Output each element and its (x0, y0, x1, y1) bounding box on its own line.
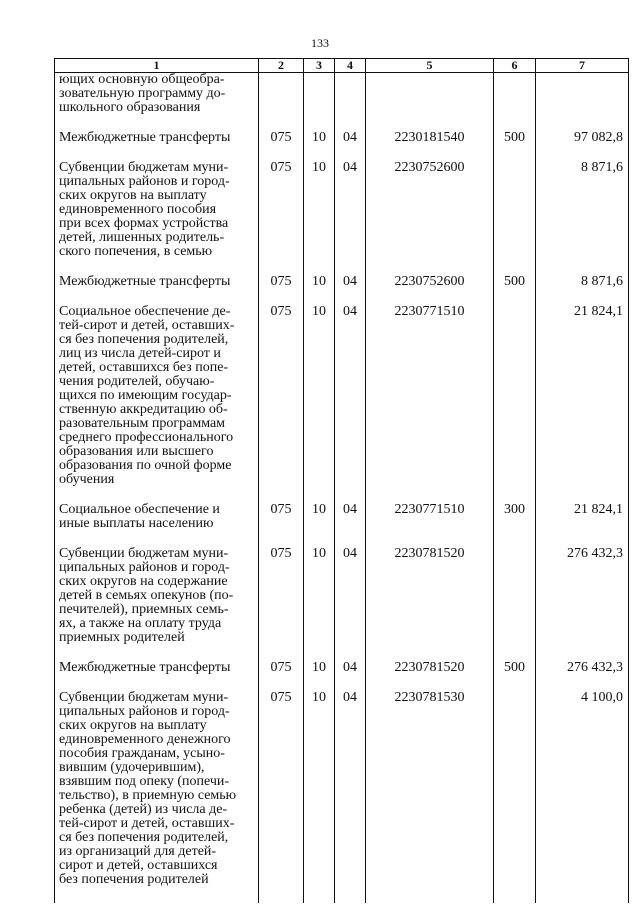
amount-cell: 8 871,6 (536, 161, 629, 275)
section-cell: 10 (304, 305, 335, 503)
ministry-code-cell: 075 (259, 161, 304, 275)
table-row (55, 275, 629, 305)
budget-table (54, 58, 629, 903)
amount-cell: 8 871,6 (536, 275, 629, 305)
target-article-cell: 2230781520 (366, 661, 494, 691)
row-name-cell (55, 161, 259, 275)
amount-cell: 276 432,3 (536, 547, 629, 661)
expense-type-cell: 300 (494, 503, 536, 547)
target-article-cell (366, 73, 494, 132)
column-header-6: 6 (494, 59, 536, 73)
row-name-cell (55, 661, 259, 691)
row-name-cell (55, 691, 259, 903)
subsection-cell: 04 (335, 547, 366, 661)
row-name: Субвенции бюджетам муни- ципальных районов и город- ских округов на содержание детей в семьях опекунов (по- печителей), приемных семь- ях, а также на оплату труда приемных родителей (59, 546, 234, 645)
subsection-cell: 04 (335, 131, 366, 161)
section-cell: 10 (304, 275, 335, 305)
table-row (55, 305, 629, 503)
section-cell: 10 (304, 691, 335, 903)
ministry-code-cell: 075 (259, 305, 304, 503)
expense-type-cell (494, 691, 536, 903)
expense-type-cell: 500 (494, 661, 536, 691)
target-article-cell: 2230752600 (366, 275, 494, 305)
subsection-cell (335, 73, 366, 132)
ministry-code-cell: 075 (259, 547, 304, 661)
amount-cell (536, 73, 629, 132)
row-name: Межбюджетные трансферты (59, 130, 231, 145)
row-name: Социальное обеспечение де- тей-сирот и детей, оставших- ся без попечения родителей, лиц из числа детей-сирот и детей, оставшихся без попе- чения родителей, обучаю- щихся по имеющим государ- ственную аккредитацию об- разовательным программам среднего профессионального образования или высшего образования по очной форме обучения (59, 304, 235, 487)
ministry-code-cell: 075 (259, 691, 304, 903)
amount-cell: 4 100,0 (536, 691, 629, 903)
column-header-4: 4 (335, 59, 366, 73)
table-row (55, 73, 629, 132)
row-name: Субвенции бюджетам муни- ципальных районов и город- ских округов на выплату единовременного денежного пособия гражданам, усыно- вившим (удочерившим), взявшим под опеку (попечи- тельство), в приемную семью ребенка (детей) из числа де- тей-сирот и детей, оставших- ся без попечения родителей, из организаций для детей- сирот и детей, оставшихся без попечения родителей (59, 690, 237, 887)
ministry-code-cell (259, 73, 304, 132)
subsection-cell: 04 (335, 275, 366, 305)
row-name-cell (55, 131, 259, 161)
row-name: ющих основную общеобра- зовательную программу до- школьного образования (59, 72, 226, 115)
table-row (55, 503, 629, 547)
target-article-cell: 2230771510 (366, 305, 494, 503)
section-cell: 10 (304, 661, 335, 691)
column-header-2: 2 (259, 59, 304, 73)
column-header-3: 3 (304, 59, 335, 73)
ministry-code-cell: 075 (259, 275, 304, 305)
subsection-cell: 04 (335, 661, 366, 691)
column-header-7: 7 (536, 59, 629, 73)
expense-type-cell (494, 305, 536, 503)
row-name-cell (55, 305, 259, 503)
expense-type-cell: 500 (494, 275, 536, 305)
table-row (55, 661, 629, 691)
page-number: 133 (311, 36, 329, 50)
target-article-cell: 2230752600 (366, 161, 494, 275)
table-row (55, 547, 629, 661)
subsection-cell: 04 (335, 305, 366, 503)
table-row (55, 161, 629, 275)
row-name: Межбюджетные трансферты (59, 660, 231, 675)
table-row (55, 131, 629, 161)
amount-cell: 21 824,1 (536, 503, 629, 547)
section-cell: 10 (304, 547, 335, 661)
target-article-cell: 2230781530 (366, 691, 494, 903)
expense-type-cell (494, 73, 536, 132)
subsection-cell: 04 (335, 161, 366, 275)
section-cell: 10 (304, 161, 335, 275)
ministry-code-cell: 075 (259, 503, 304, 547)
row-name-cell (55, 547, 259, 661)
expense-type-cell (494, 161, 536, 275)
ministry-code-cell: 075 (259, 661, 304, 691)
amount-cell: 97 082,8 (536, 131, 629, 161)
amount-cell: 276 432,3 (536, 661, 629, 691)
row-name-cell (55, 503, 259, 547)
subsection-cell: 04 (335, 691, 366, 903)
row-name-cell (55, 73, 259, 132)
row-name: Межбюджетные трансферты (59, 274, 231, 289)
expense-type-cell: 500 (494, 131, 536, 161)
row-name: Социальное обеспечение и иные выплаты населению (59, 502, 220, 531)
subsection-cell: 04 (335, 503, 366, 547)
section-cell: 10 (304, 503, 335, 547)
target-article-cell: 2230781520 (366, 547, 494, 661)
target-article-cell: 2230771510 (366, 503, 494, 547)
ministry-code-cell: 075 (259, 131, 304, 161)
column-header-1: 1 (55, 59, 259, 73)
target-article-cell: 2230181540 (366, 131, 494, 161)
section-cell (304, 73, 335, 132)
row-name: Субвенции бюджетам муни- ципальных районов и город- ских округов на выплату единовременного пособия при всех формах устройства детей, лишенных родитель- ского попечения, в семью (59, 160, 230, 259)
table-row (55, 691, 629, 903)
column-header-5: 5 (366, 59, 494, 73)
amount-cell: 21 824,1 (536, 305, 629, 503)
row-name-cell (55, 275, 259, 305)
expense-type-cell (494, 547, 536, 661)
section-cell: 10 (304, 131, 335, 161)
header-row (55, 59, 629, 73)
